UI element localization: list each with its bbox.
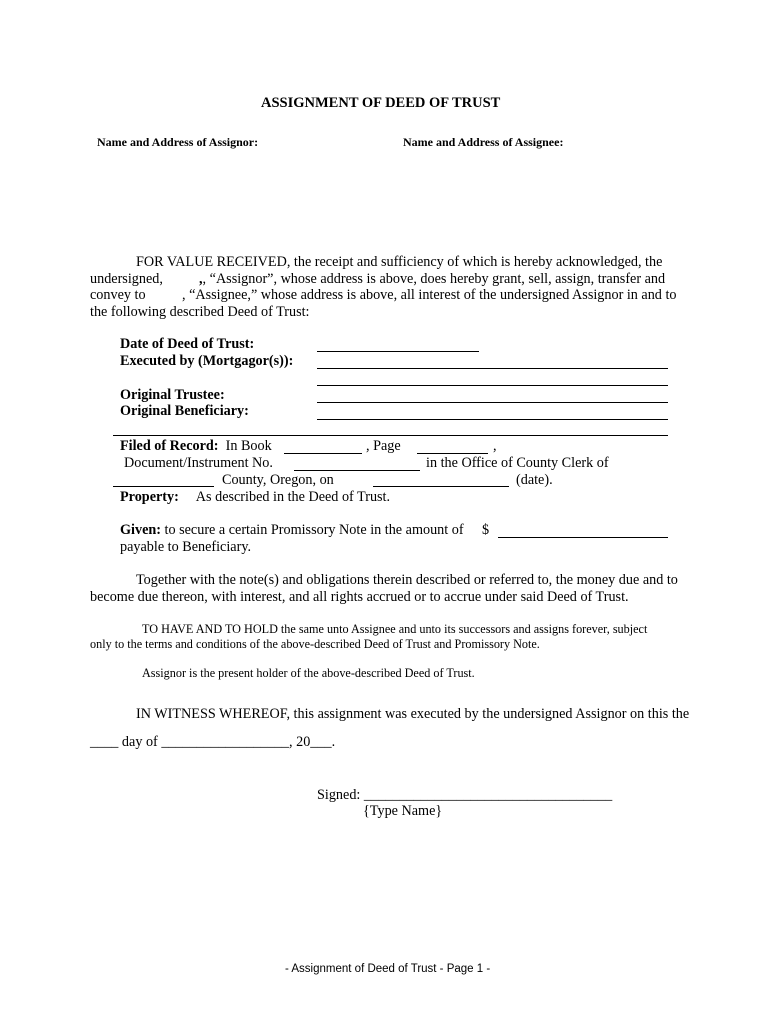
executed-by-line-1[interactable]: [317, 368, 668, 369]
amount-line[interactable]: [498, 537, 668, 538]
holder-statement: Assignor is the present holder of the above-described Deed of Trust.: [142, 666, 475, 680]
page-number-line[interactable]: [417, 453, 488, 454]
together-line-1: Together with the note(s) and obligations therein described or referred to, the money due and to: [136, 572, 678, 588]
page-footer: - Assignment of Deed of Trust - Page 1 -: [285, 963, 491, 975]
witness-line-1: IN WITNESS WHEREOF, this assignment was executed by the undersigned Assignor on this the: [136, 706, 690, 722]
date-of-deed-label: Date of Deed of Trust:: [120, 336, 255, 352]
document-title: ASSIGNMENT OF DEED OF TRUST: [261, 95, 501, 111]
original-beneficiary-label: Original Beneficiary:: [120, 403, 249, 419]
doc-instrument-line[interactable]: [294, 470, 420, 471]
book-number-line[interactable]: [284, 453, 362, 454]
original-trustee-label: Original Trustee:: [120, 387, 225, 403]
type-name-label: {Type Name}: [363, 803, 443, 819]
page-comma: ,: [493, 438, 497, 454]
signature-line[interactable]: Signed: ___________________________________: [317, 787, 613, 803]
payable-line: payable to Beneficiary.: [120, 539, 252, 555]
habendum-line-2: only to the terms and conditions of the above-described Deed of Trust and Promissory Note.: [90, 637, 540, 651]
doc-instrument-label: Document/Instrument No.: [124, 455, 273, 471]
assignee-header: Name and Address of Assignee:: [403, 135, 564, 149]
intro-line-3a: convey to: [90, 287, 146, 303]
habendum-line-1: TO HAVE AND TO HOLD the same unto Assignee and unto its successors and assigns forever, subject: [142, 622, 648, 636]
given-row: Given: to secure a certain Promissory Note in the amount of: [120, 522, 464, 538]
page-label: , Page: [366, 438, 401, 454]
intro-line-1: FOR VALUE RECEIVED, the receipt and sufficiency of which is hereby acknowledged, the: [136, 254, 663, 270]
intro-line-2b: ,, “Assignor”, whose address is above, does hereby grant, sell, assign, transfer and: [199, 271, 666, 287]
county-oregon-label: County, Oregon, on: [222, 472, 334, 488]
dollar-sign: $: [482, 522, 490, 538]
section-divider-line: [113, 435, 668, 436]
county-line[interactable]: [113, 486, 214, 487]
executed-by-label: Executed by (Mortgagor(s)):: [120, 353, 294, 369]
property-row: Property: As described in the Deed of Trust.: [120, 489, 391, 505]
original-beneficiary-line[interactable]: [317, 419, 668, 420]
intro-line-2a: undersigned,: [90, 271, 163, 287]
record-date-line[interactable]: [373, 486, 509, 487]
together-line-2: become due thereon, with interest, and all rights accrued or to accrue under said Deed of Trust.: [90, 589, 629, 605]
date-suffix: (date).: [516, 472, 553, 488]
date-of-deed-line[interactable]: [317, 351, 479, 352]
witness-line-2: ____ day of __________________, 20___.: [90, 734, 336, 750]
executed-by-line-2[interactable]: [317, 385, 668, 386]
intro-line-4: the following described Deed of Trust:: [90, 304, 310, 320]
original-trustee-line[interactable]: [317, 402, 668, 403]
intro-line-3b: , “Assignee,” whose address is above, all interest of the undersigned Assignor in and to: [182, 287, 677, 303]
assignor-header: Name and Address of Assignor:: [97, 135, 259, 149]
office-clerk-label: in the Office of County Clerk of: [426, 455, 609, 471]
filed-of-record-row: Filed of Record: In Book: [120, 438, 272, 454]
